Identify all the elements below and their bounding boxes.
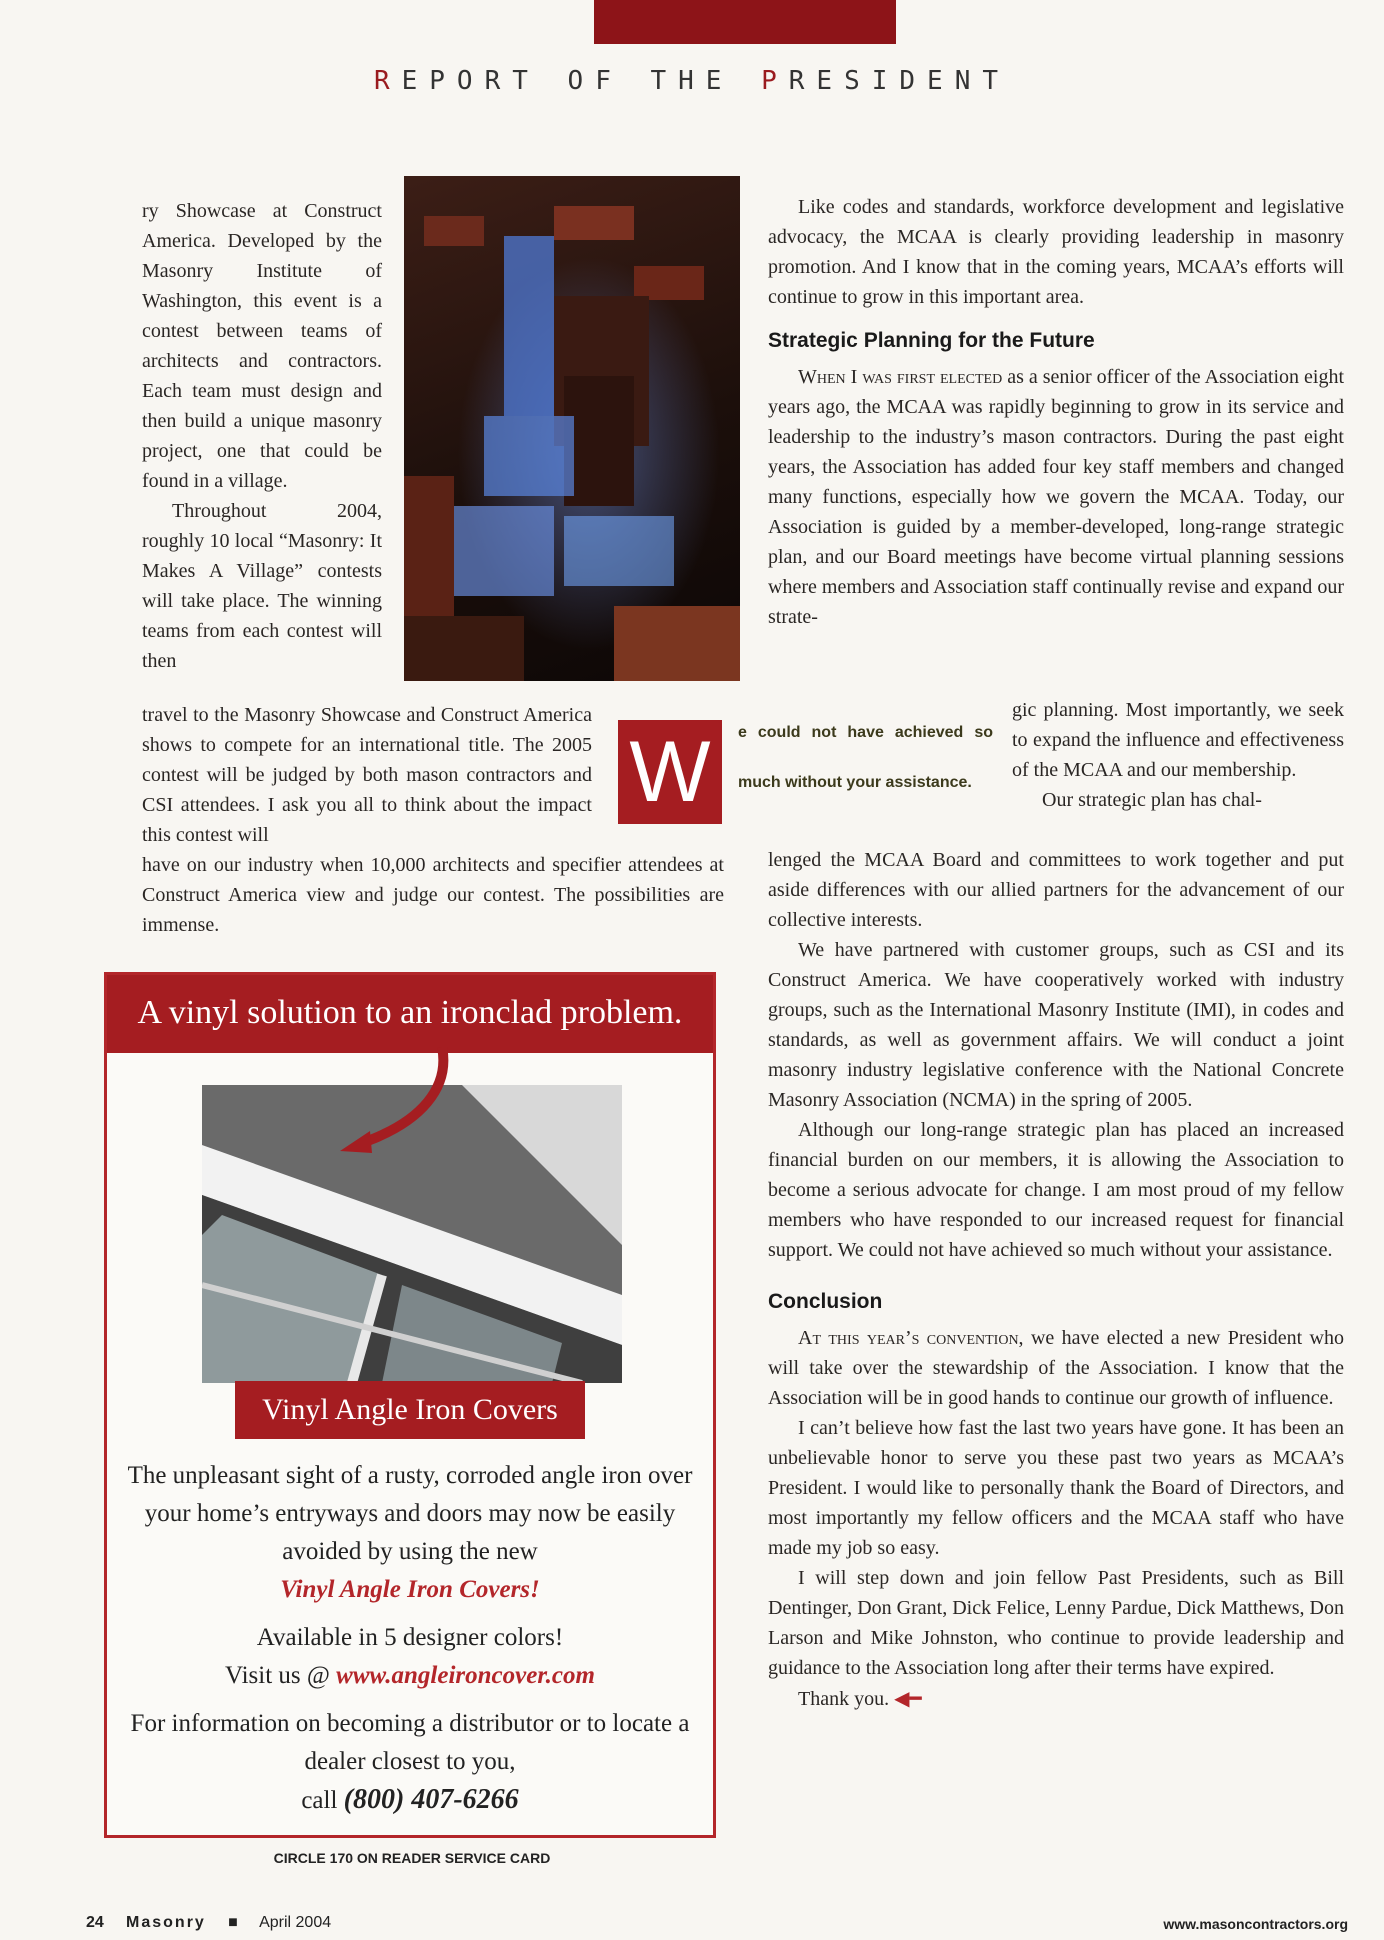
ad-copy-colors: Available in 5 designer colors! Visit us @ www.angleironcover.com bbox=[225, 1624, 595, 1689]
column1-top bbox=[142, 196, 382, 676]
column2-bottom bbox=[768, 845, 1344, 1714]
reader-service-card: CIRCLE 170 ON READER SERVICE CARD bbox=[273, 1850, 551, 1866]
column2-top bbox=[768, 192, 1344, 632]
issue-date: April 2004 bbox=[259, 1914, 332, 1931]
pull-quote: e could not have achieved so much without your assistance. bbox=[738, 724, 993, 791]
ad-phone: (800) 407-6266 bbox=[343, 1784, 519, 1815]
footer-website[interactable]: www.masoncontractors.org bbox=[1163, 1916, 1348, 1932]
col1-paragraph-2: Throughout 2004, roughly 10 local “Masonry: It Makes A Village” contests will take place. The winning teams from each contest will then bbox=[142, 500, 382, 672]
col2-paragraph-9: Thank you. ◀━ bbox=[798, 1686, 922, 1710]
col1-paragraph-3: travel to the Masonry Showcase and Construct America shows to compete for an international title. The 2005 contest will be judged by both mason contractors and CSI attendees. I ask you all to think about the impact this contest will bbox=[142, 704, 592, 846]
col1-paragraph-1: ry Showcase at Construct America. Developed by the Masonry Institute of Washington, this event is a contest between teams of architects and contractors. Each team must design and then build a unique masonry project, one that could be found in a village. bbox=[142, 200, 382, 492]
col2-paragraph-2-cont: gic planning. Most importantly, we seek to expand the influence and effectiveness of the MCAA and our membership. bbox=[1012, 699, 1344, 781]
col2-paragraph-4: We have partnered with customer groups, such as CSI and its Construct America. We have cooperatively worked with industry groups, such as the International Masonry Institute (IMI), in codes and standards, as well as government affairs. We will conduct a joint masonry industry legislative conference with the National Concrete Masonry Association (NCMA) in the spring of 2005. bbox=[768, 939, 1344, 1111]
end-mark-icon: ◀━ bbox=[894, 1686, 922, 1710]
column1-full bbox=[142, 850, 724, 940]
col2-paragraph-1: Like codes and standards, workforce development and legislative advocacy, the MCAA is clearly providing leadership in masonry promotion. And I know that in the coming years, MCAA’s efforts will continue to grow in this important area. bbox=[768, 196, 1344, 308]
subhead-conclusion: Conclusion bbox=[768, 1290, 883, 1313]
header-tab bbox=[594, 0, 896, 44]
ad-product-banner: Vinyl Angle Iron Covers bbox=[235, 1381, 585, 1439]
col2-paragraph-5: Although our long-range strategic plan has placed an increased financial burden on our members, it is allowing the Association to become a serious advocate for change. I am most proud of my fellow members who have responded to our increased request for financial support. We could not have achieved so much without your assistance. bbox=[768, 1119, 1344, 1261]
vinyl-angle-iron-ad bbox=[104, 972, 716, 1838]
ad-copy-distributor: For information on becoming a distributor or to locate a dealer closest to you, call (800) 407-6266 bbox=[130, 1710, 690, 1815]
col2-paragraph-2: When I was first elected as a senior officer of the Association eight years ago, the MCAA was rapidly beginning to grow in its service and leadership to the industry’s mason contractors. During the past eight years, the Association has added four key staff members and changed many functions, especially how we govern the MCAA. Today, our Association is guided by a member-developed, long-range strategic plan, and our Board meetings have become virtual planning sessions where members and Association staff continually revise and expand our strate- bbox=[768, 366, 1344, 628]
page-number: 24 bbox=[86, 1914, 104, 1931]
ad-headline: A vinyl solution to an ironclad problem. bbox=[107, 975, 713, 1053]
footer-left bbox=[86, 1914, 331, 1932]
subhead-strategic-planning: Strategic Planning for the Future bbox=[768, 329, 1095, 352]
drop-cap: W bbox=[618, 720, 722, 824]
col2-paragraph-8: I will step down and join fellow Past Presidents, such as Bill Dentinger, Don Grant, Dick Felice, Lenny Pardue, Dick Matthews, Don Larson and Mike Johnston, who continue to provide leadership and guidance to the Association long after their terms have expired. bbox=[768, 1567, 1344, 1679]
col2-paragraph-7: I can’t believe how fast the last two years have gone. It has been an unbelievable honor to serve you these past two years as MCAA’s President. I would like to personally thank the Board of Directors, and most importantly my fellow officers and the MCAA staff who have made my job so easy. bbox=[768, 1417, 1344, 1559]
bullet-square-icon: ■ bbox=[228, 1914, 238, 1931]
brick-waterfall-image bbox=[404, 176, 740, 681]
col2-paragraph-3b: lenged the MCAA Board and committees to work together and put aside differences with our allied partners for the advancement of our collective interests. bbox=[768, 849, 1344, 931]
col1-paragraph-4: have on our industry when 10,000 architects and specifier attendees at Construct America view and judge our contest. The possibilities are immense. bbox=[142, 854, 724, 936]
column1-middle bbox=[142, 700, 592, 850]
magazine-name: Masonry bbox=[126, 1914, 206, 1931]
section-header: REPORT OF THE PRESIDENT bbox=[373, 66, 1011, 96]
masonry-project-photo bbox=[404, 176, 740, 681]
col2-paragraph-3a: Our strategic plan has chal- bbox=[1042, 789, 1262, 811]
col2-paragraph-6: At this year’s convention, we have elected a new President who will take over the stewardship of the Association. I know that the Association will be in good hands to continue our growth of influence. bbox=[768, 1327, 1344, 1409]
curved-arrow-icon bbox=[332, 1047, 462, 1157]
ad-website-link[interactable]: www.angleironcover.com bbox=[336, 1662, 595, 1689]
column2-narrow bbox=[1012, 695, 1344, 815]
ad-copy-main: The unpleasant sight of a rusty, corroded angle iron over your home’s entryways and doors may now be easily avoided by using the new Vinyl Angle Iron Covers! bbox=[127, 1462, 693, 1603]
